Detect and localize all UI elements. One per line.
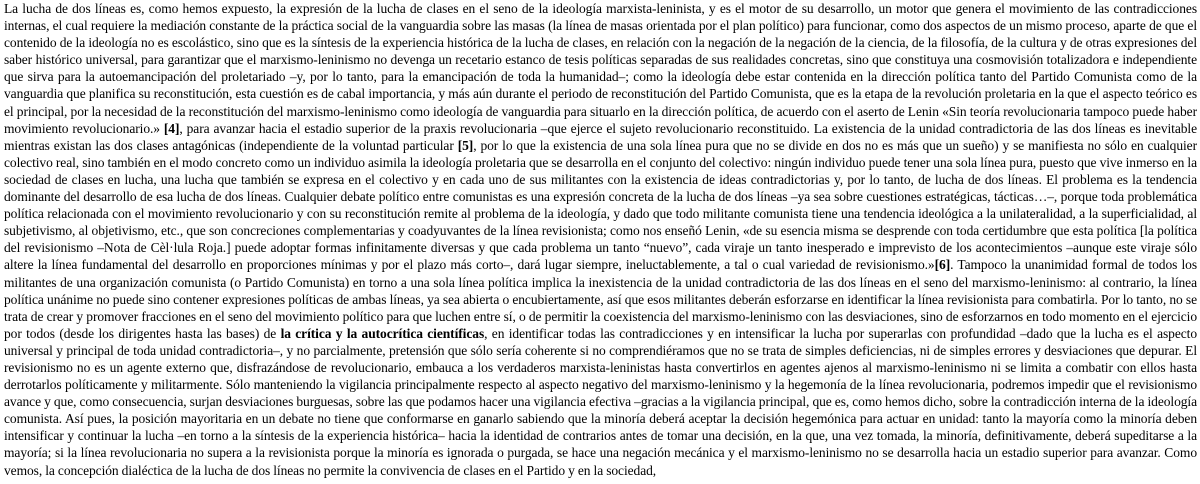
- bold-emphasis: la crítica y la autocrítica científicas: [280, 325, 485, 341]
- text-run: La lucha de dos líneas es, como hemos expuesto, la expresión de la lucha de clases en el seno de la ideología marxista-leninista, y es el motor de su desarrollo, un motor que genera el movimiento de las contradicciones internas, el cual requiere la mediación constante de la práctica social de la vanguardia sobre las masas (la línea de masas orientada por el plan político) para funcionar, como dos aspectos de un mismo proceso, aparte de que el contenido de la ideología no es escolástico, sino que es la síntesis de la experiencia histórica de la lucha de clases, en relación con la negación de la negación de la ciencia, de la filosofía, de la cultura y de otras expresiones del saber histórico universal, para garantizar que el marxismo-leninismo no devenga un recetario estanco de tesis políticas separadas de sus realidades concretas, sino que constituya una cosmovisión totalizadora e independiente que sirva para la autoemancipación del proletariado –y, por lo tanto, para la emancipación de toda la humanidad–; como la ideología debe estar contenida en la dirección política tanto del Partido Comunista como de la vanguardia que planifica su reconstitución, esta cuestión es de cabal importancia, y más aún durante el periodo de reconstitución del Partido Comunista, que es la etapa de la revolución proletaria en la que el aspecto teórico es el principal, por la necesidad de la reconstitución del marxismo-leninismo como ideología de vanguardia para situarlo en la dirección política, de acuerdo con el aserto de Lenin «Sin teoría revolucionaria tampoco puede haber movimiento revolucionario.»: [4, 1, 1197, 136]
- text-run: , en identificar todas las contradicciones y en intensificar la lucha por superarlas con profundidad –dado que la lucha es el aspecto universal y principal de toda unidad contradictoria–, y no parcialmente, pretensión que sólo sería coherente si no comprendiéramos que no se trata de simples deficiencias, ni de simples errores y desviaciones que depurar. El revisionismo no es un agente externo que, disfrazándose de revolucionario, embauca a los verdaderos marxista-leninistas hasta convertirlos en agentes ajenos al marxismo-leninismo ni se limita a combatir con ellos hasta derrotarlos políticamente y militarmente. Sólo manteniendo la vigilancia principalmente respecto al aspecto negativo del marxismo-leninismo y la hegemonía de la línea revolucionaria, podremos impedir que el revisionismo avance y que, como consecuencia, surjan desviaciones burguesas, sobre las que podamos hacer una vigilancia efectiva –gracias a la vigilancia principal, que es, como hemos dicho, sobre la contradicción interna de la ideología comunista. Así pues, la posición mayoritaria en un debate no tiene que conformarse en ganarlo sabiendo que la minoría deberá aceptar la decisión hegemónica para actuar en unidad: tanto la mayoría como la minoría deben intensificar y continuar la lucha –en torno a la síntesis de la experiencia histórica– hacia la identidad de contrarios antes de tomar una decisión, en la que, una vez tomada, la minoría, definitivamente, deberá supeditarse a la mayoría; si la línea revolucionaria no supera a la revisionista porque la minoría es ignorada o purgada, se hace una negación mecánica y el marxismo-leninismo no se desarrolla hacia un estadio superior para avanzar. Como vemos, la concepción dialéctica de la lucha de dos líneas no permite la convivencia de clases en el Partido y en la sociedad,: [4, 325, 1197, 478]
- paragraph: [4, 0, 1197, 479]
- footnote-link-6[interactable]: [6]: [934, 257, 951, 273]
- footnote-link-4[interactable]: [4]: [163, 120, 180, 136]
- text-run: , por lo que la existencia de una sola línea pura que no se divide en dos no es más que un sueño) y se manifiesta no sólo en cualquier colectivo real, sino también en el modo concreto como un individuo asimila la ideología proletaria que se desarrolla en el conjunto del colectivo: ningún individuo puede tener una sola línea pura, puesto que vive inmerso en la sociedad de clases en lucha, una lucha que también se expresa en el colectivo y en cada uno de sus militantes con la existencia de ideas contradictorias y, por lo tanto, de lucha de dos líneas. El problema es la tendencia dominante del desarrollo de esa lucha de dos líneas. Cualquier debate político entre comunistas es una expresión concreta de la lucha de dos líneas –ya sea sobre cuestiones estratégicas, tácticas…–, porque toda problemática política relacionada con el movimiento revolucionario y con su reconstitución remite al problema de la ideología, y dado que todo militante comunista tiene una tendencia ideológica a la unilateralidad, a la superficialidad, al subjetivismo, al objetivismo, etc., que son concreciones complementarias y coadyuvantes de la línea revisionista; como nos enseñó Lenin, «de su esencia misma se desprende con toda certidumbre que esta política [la política del revisionismo –Nota de Cèl·lula Roja.] puede adoptar formas infinitamente diversas y que cada problema un tanto “nuevo”, cada viraje un tanto inesperado e imprevisto de los acontecimientos –aunque este viraje sólo altere la línea fundamental del desarrollo en proporciones mínimas y por el plazo más corto–, dará lugar siempre, ineluctablemente, a tal o cual variedad de revisionismo.»: [4, 137, 1197, 273]
- document-body: [4, 0, 1197, 484]
- text-run: , para avanzar hacia el estadio superior de la praxis revolucionaria –que ejerce el sujeto revolucionario reconstituido. La existencia de la unidad contradictoria de las dos líneas es inevitable mientras existan las dos clases antagónicas (independiente de la voluntad particular: [4, 120, 1197, 153]
- text-run: . Tampoco la unanimidad formal de todos los militantes de una organización comunista (o Partido Comunista) en torno a una sola línea política implica la inexistencia de la unidad contradictoria de las dos líneas en el seno del marxismo-leninismo: al contrario, la línea política unánime no puede sino contener expresiones políticas de ambas líneas, ya sea abierta o encubiertamente, así que esos militantes deberán esforzarse en identificar la línea revisionista para combatirla. Por lo tanto, no se trata de crear y promover fracciones en el seno del movimiento político para que luchen entre sí, o de permitir la coexistencia del marxismo-leninismo con las desviaciones, sino de esforzarnos en todo momento en el ejercicio por todos (desde los dirigentes hasta las bases) de: [4, 257, 1197, 341]
- footnote-link-5[interactable]: [5]: [457, 137, 474, 153]
